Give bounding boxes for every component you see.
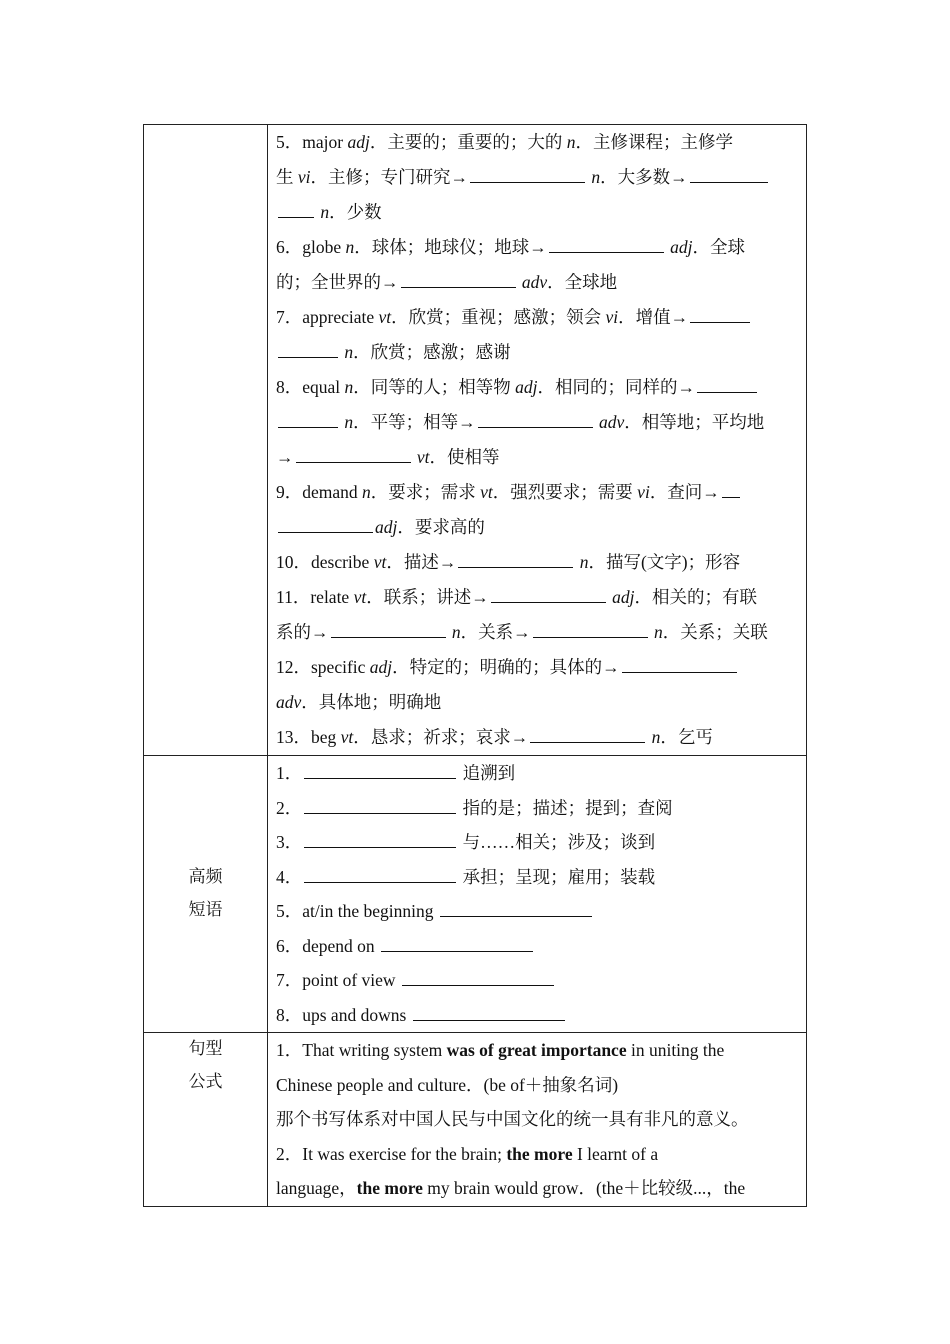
fill-blank[interactable] [697,378,757,393]
fill-blank[interactable] [278,343,338,358]
vocab-line: adj．要求高的 [276,510,796,545]
vocab-line: 9．demand n．要求；需求 vt．强烈要求；需要 vi．查问→ [276,475,796,510]
vocab-label-cell [144,125,268,756]
fill-blank[interactable] [533,623,648,638]
fill-blank[interactable] [278,203,314,218]
fill-blank[interactable] [722,483,740,498]
phrase-item: 4． 承担；呈现；雇用；装载 [276,866,656,887]
fill-blank[interactable] [401,273,516,288]
vocab-line: 5．major adj．主要的；重要的；大的 n．主修课程；主修学 [276,132,733,152]
vocab-line: 13．beg vt．恳求；祈求；哀求→ n．乞丐 [276,727,713,747]
sentence-line: 2．It was exercise for the brain; the more I learnt of a [276,1143,659,1164]
sentences-label: 句型 [188,1039,223,1059]
sentence-line: 1．That writing system was of great importance in uniting the [276,1040,725,1060]
sentence-line: language，the more my brain would grow．(the＋比较级...，the [276,1178,746,1198]
phrases-content-cell [268,756,807,1033]
phrase-item: 6．depend on [276,929,796,964]
phrase-item: 8．ups and downs [276,998,796,1033]
vocab-line: 10．describe vt．描述→ n．描写(文字)；形容 [276,552,741,572]
phrase-item: 2． 指的是；描述；提到；查阅 [276,797,673,818]
fill-blank[interactable] [470,168,585,183]
phrase-item: 3． 与……相关；涉及；谈到 [276,832,656,852]
fill-blank[interactable] [304,833,456,848]
fill-blank[interactable] [440,902,592,917]
fill-blank[interactable] [381,937,533,952]
fill-blank[interactable] [278,518,373,533]
vocab-line: 11．relate vt．联系；讲述→ adj．相关的；有联 [276,587,757,607]
vocab-line: 系的→ n．关系→ n．关系；关联 [276,622,768,642]
vocabulary-table [143,124,807,1207]
fill-blank[interactable] [622,658,737,673]
fill-blank[interactable] [278,413,338,428]
sentences-row [144,1033,807,1207]
phrases-label: 短语 [188,900,223,920]
fill-blank[interactable] [304,868,456,883]
phrases-label-cell [144,756,268,1033]
vocab-line: 生 vi．主修；专门研究→ n．大多数→ [276,160,796,195]
vocab-content-cell [268,125,807,756]
fill-blank[interactable] [491,588,606,603]
fill-blank[interactable] [458,553,573,568]
fill-blank[interactable] [530,728,645,743]
vocab-row [144,125,807,756]
phrase-item: 7．point of view [276,963,796,998]
sentence-translation: 那个书写体系对中国人民与中国文化的统一具有非凡的意义。 [276,1109,749,1129]
vocab-line: 8．equal n．同等的人；相等物 adj．相同的；同样的→ [276,370,796,405]
vocab-line: 7．appreciate vt．欣赏；重视；感激；领会 vi．增值→ [276,300,796,335]
fill-blank[interactable] [402,971,554,986]
vocab-line: → vt．使相等 [276,447,500,467]
fill-blank[interactable] [331,623,446,638]
phrases-row [144,756,807,1033]
sentences-label-cell [144,1033,268,1207]
phrase-item: 1． 追溯到 [276,763,516,783]
fill-blank[interactable] [304,764,456,779]
fill-blank[interactable] [478,413,593,428]
fill-blank[interactable] [690,168,768,183]
vocab-line: n．欣赏；感激；感谢 [276,335,796,370]
sentences-content-cell [268,1033,807,1207]
fill-blank[interactable] [413,1006,565,1021]
fill-blank[interactable] [690,308,750,323]
vocab-line: adv．具体地；明确地 [276,692,442,712]
sentences-label: 公式 [188,1072,223,1092]
vocab-line: 的；全世界的→ adv．全球地 [276,272,618,292]
vocab-line: 6．globe n．球体；地球仪；地球→ adj．全球 [276,237,746,257]
vocab-line: n．平等；相等→ adv．相等地；平均地 [276,405,796,440]
phrases-label: 高频 [188,867,223,887]
sentence-line: Chinese people and culture．(be of＋抽象名词) [276,1074,619,1095]
fill-blank[interactable] [304,799,456,814]
fill-blank[interactable] [549,238,664,253]
phrase-item: 5．at/in the beginning [276,894,796,929]
vocab-line: n．少数 [276,195,796,230]
fill-blank[interactable] [296,448,411,463]
vocab-line: 12．specific adj．特定的；明确的；具体的→ [276,650,796,685]
